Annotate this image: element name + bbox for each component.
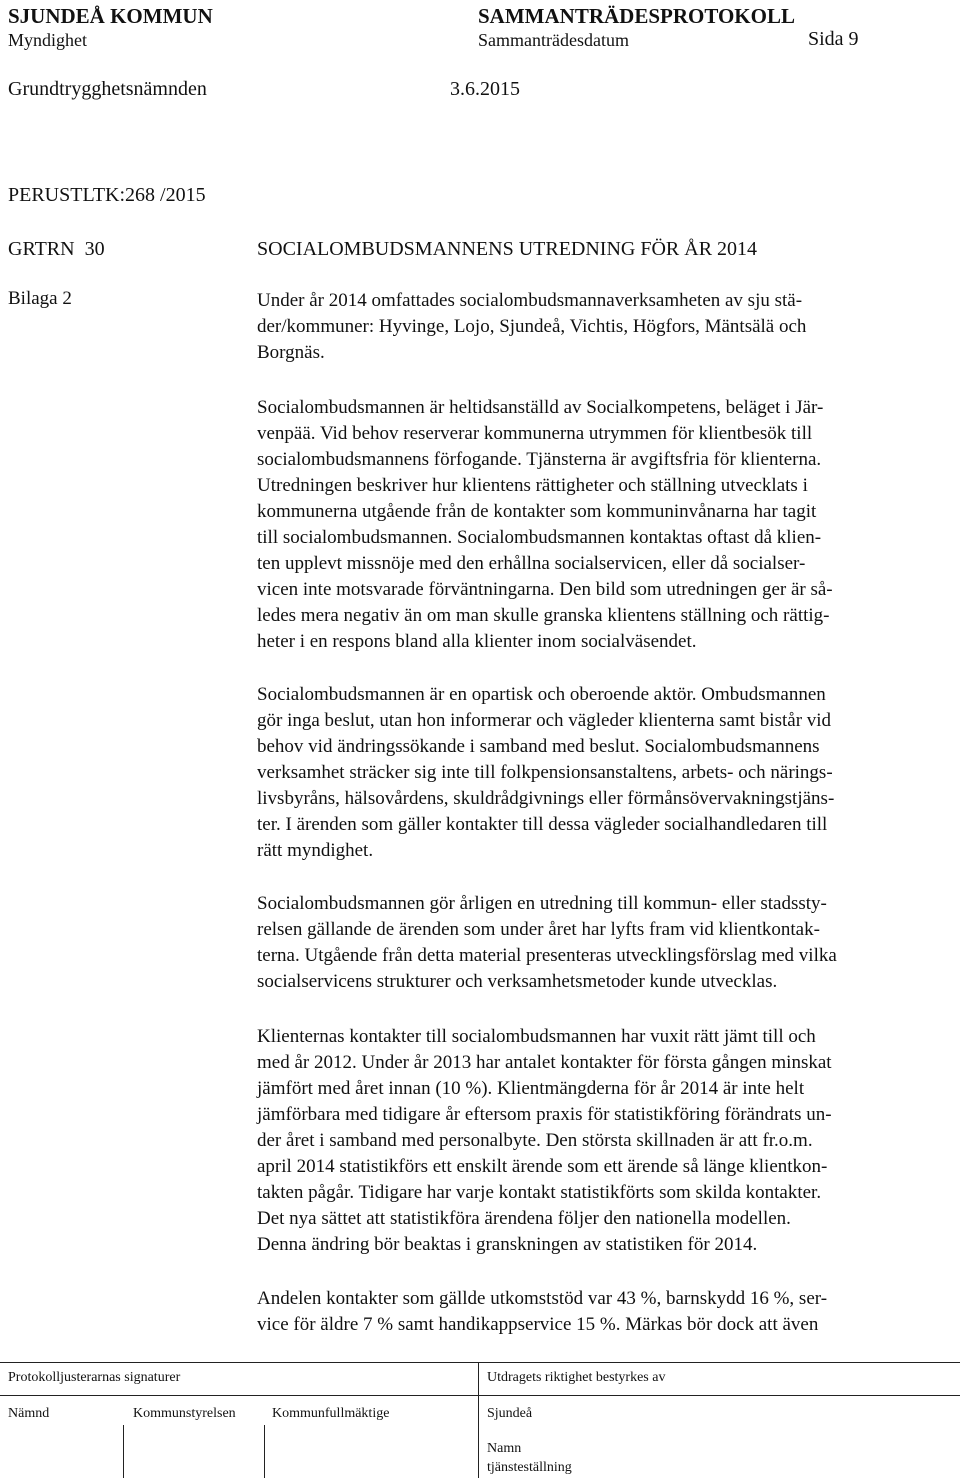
text-line: jämförbara med tidigare år eftersom praxis för statistikföring förändrats un- bbox=[257, 1104, 832, 1125]
text-line: verksamhet sträcker sig inte till folkpensionsanstaltens, arbets- och närings- bbox=[257, 762, 833, 783]
signatures-label: Protokolljusterarnas signaturer bbox=[8, 1370, 181, 1385]
text-line: till socialombudsmannen. Socialombudsmannen kontaktas oftast då klien- bbox=[257, 527, 822, 548]
text-line: ledes mera negativ än om man skulle granska klientens ställning och rättig- bbox=[257, 605, 830, 626]
authority-label: Myndighet bbox=[8, 30, 87, 50]
text-line: takten pågår. Tidigare har varje kontakt statistikförts som skilda kontakter. bbox=[257, 1182, 822, 1203]
section-title: SOCIALOMBUDSMANNENS UTREDNING FÖR ÅR 2014 bbox=[257, 238, 758, 260]
text-line: rätt myndighet. bbox=[257, 840, 374, 861]
footer-place: Sjundeå bbox=[487, 1406, 533, 1421]
paragraph-5 bbox=[257, 1024, 957, 1258]
footer-cell-divider-2 bbox=[264, 1425, 265, 1478]
page-number: Sida 9 bbox=[808, 28, 859, 50]
paragraph-2 bbox=[257, 395, 957, 655]
text-line: Borgnäs. bbox=[257, 342, 325, 363]
text-line: Socialombudsmannen är heltidsanställd av Socialkompetens, beläget i Jär- bbox=[257, 397, 824, 418]
text-line: ten upplevt missnöje med den erhållna socialservicen, eller då socialser- bbox=[257, 553, 806, 574]
text-line: Utredningen beskriver hur klientens rättigheter och ställning utvecklats i bbox=[257, 475, 808, 496]
text-line: Socialombudsmannen är en opartisk och oberoende aktör. Ombudsmannen bbox=[257, 684, 826, 705]
text-line: Under år 2014 omfattades socialombudsmannaverksamheten av sju stä- bbox=[257, 290, 803, 311]
footer-kommunfullmaktige: Kommunfullmäktige bbox=[272, 1406, 390, 1421]
reference-number: PERUSTLTK:268 /2015 bbox=[8, 184, 206, 206]
document-type: SAMMANTRÄDESPROTOKOLL bbox=[478, 4, 795, 28]
footer-title-label: tjänsteställning bbox=[487, 1460, 572, 1475]
text-line: med år 2012. Under år 2013 har antalet kontakter för första gången minskat bbox=[257, 1052, 832, 1073]
text-line: behov vid ändringssökande i samband med beslut. Socialombudsmannens bbox=[257, 736, 820, 757]
paragraph-4 bbox=[257, 891, 957, 995]
text-line: kommunerna utgående från de kontakter som kommuninvånarna har tagit bbox=[257, 501, 817, 522]
paragraph-1 bbox=[257, 288, 957, 366]
text-line: der/kommuner: Hyvinge, Lojo, Sjundeå, Vichtis, Högfors, Mäntsälä och bbox=[257, 316, 807, 337]
footer-middle-rule bbox=[0, 1395, 960, 1396]
text-line: livsbyråns, hälsovårdens, skuldrådgivnings eller förmånsövervakningstjäns- bbox=[257, 788, 835, 809]
text-line: relsen gällande de ärenden som under året har lyfts fram vid klientkontak- bbox=[257, 919, 820, 940]
authority-name: Grundtrygghetsnämnden bbox=[8, 78, 207, 100]
text-line: gör inga beslut, utan hon informerar och vägleder klienterna samt bistår vid bbox=[257, 710, 832, 731]
text-line: socialservicens strukturer och verksamhetsmetoder kunde utvecklas. bbox=[257, 971, 778, 992]
footer-name-label: Namn bbox=[487, 1441, 522, 1456]
footer-kommunstyrelsen: Kommunstyrelsen bbox=[133, 1406, 236, 1421]
text-line: der året i samband med personalbyte. Den största skillnaden är att fr.o.m. bbox=[257, 1130, 813, 1151]
footer-cell-divider-1 bbox=[123, 1425, 124, 1478]
text-line: socialombudsmannens förfogande. Tjänsterna är avgiftsfria för klienterna. bbox=[257, 449, 822, 470]
text-line: Klienternas kontakter till socialombudsmannen har vuxit rätt jämt till och bbox=[257, 1026, 816, 1047]
text-line: Andelen kontakter som gällde utkomststöd var 43 %, barnskydd 16 %, ser- bbox=[257, 1288, 828, 1309]
meeting-date: 3.6.2015 bbox=[450, 78, 520, 100]
certified-by-label: Utdragets riktighet bestyrkes av bbox=[487, 1370, 666, 1385]
text-line: Denna ändring bör beaktas i granskningen av statistiken för 2014. bbox=[257, 1234, 758, 1255]
attachment-label: Bilaga 2 bbox=[8, 288, 72, 309]
date-label: Sammanträdesdatum bbox=[478, 30, 629, 50]
text-line: vice för äldre 7 % samt handikappservice 15 %. Märkas bör dock att även bbox=[257, 1314, 819, 1335]
text-line: jämfört med året innan (10 %). Klientmängderna för år 2014 är inte helt bbox=[257, 1078, 805, 1099]
text-line: vicen inte motsvarade förväntningarna. Den bild som utredningen ger är så- bbox=[257, 579, 833, 600]
paragraph-3 bbox=[257, 682, 957, 864]
text-line: april 2014 statistikförs ett enskilt ärende som ett ärende så länge klientkon- bbox=[257, 1156, 828, 1177]
footer-namnd: Nämnd bbox=[8, 1406, 50, 1421]
text-line: terna. Utgående från detta material presenteras utvecklingsförslag med vilka bbox=[257, 945, 837, 966]
municipality-name: SJUNDEÅ KOMMUN bbox=[8, 4, 213, 28]
text-line: Det nya sättet att statistikföra ärendena följer den nationella modellen. bbox=[257, 1208, 791, 1229]
footer-top-rule bbox=[0, 1362, 960, 1363]
paragraph-6 bbox=[257, 1286, 957, 1338]
footer-column-divider bbox=[478, 1362, 479, 1478]
text-line: ter. I ärenden som gäller kontakter till dessa vägleder socialhandledaren till bbox=[257, 814, 828, 835]
text-line: venpää. Vid behov reserverar kommunerna utrymmen för klientbesök till bbox=[257, 423, 813, 444]
text-line: Socialombudsmannen gör årligen en utredning till kommun- eller stadssty- bbox=[257, 893, 827, 914]
text-line: heter i en respons bland alla klienter inom socialväsendet. bbox=[257, 631, 697, 652]
section-code: GRTRN 30 bbox=[8, 238, 105, 260]
